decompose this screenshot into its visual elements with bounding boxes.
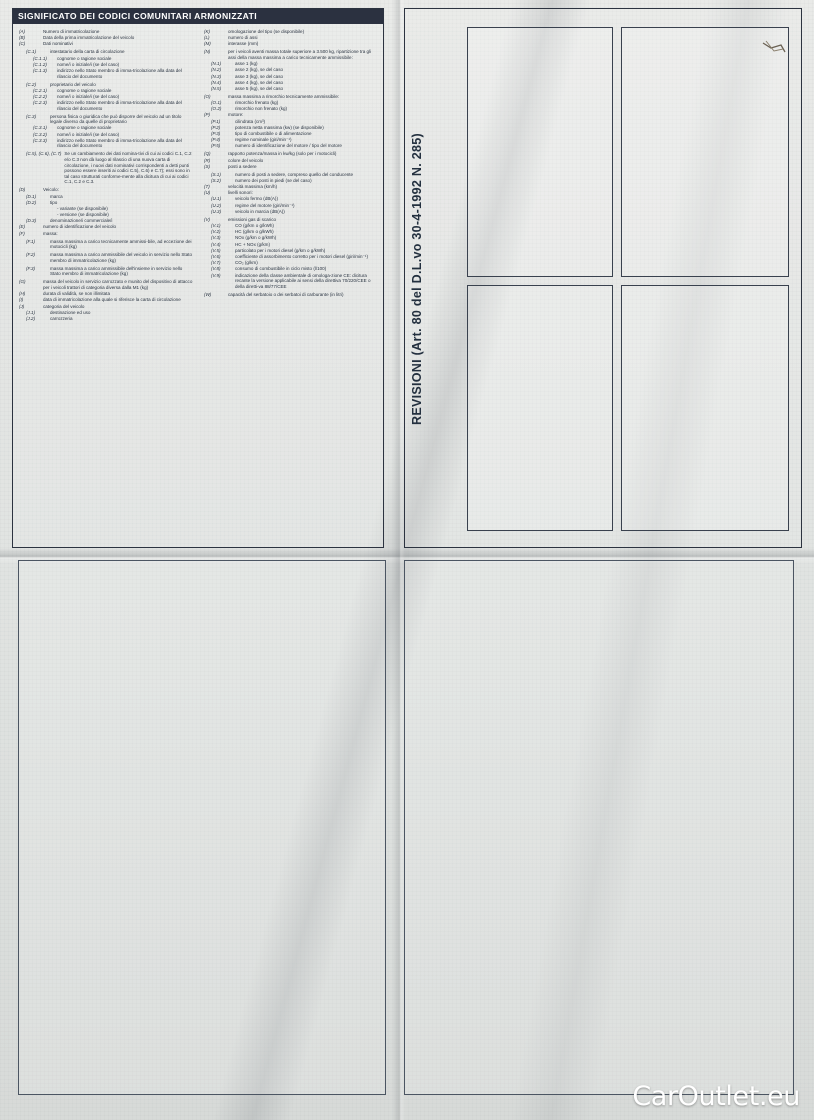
- code-label: (D.1): [26, 193, 37, 199]
- code-label: (N.3): [211, 73, 222, 79]
- code-label: (J): [19, 303, 25, 309]
- code-description: per i veicoli aventi massa totale superiore a 3.500 kg, ripartizione tra gli assi della massa massima a carico tecnicamente ammissibile:: [228, 49, 372, 60]
- code-entry: [17, 187, 194, 193]
- code-label: (B): [19, 35, 26, 41]
- code-label: (F.3): [26, 265, 36, 271]
- code-entry: [17, 297, 194, 303]
- code-description: intestatario della carta di circolazione: [50, 49, 125, 55]
- code-description: asse 5 (kg), se del caso: [235, 85, 284, 91]
- code-label: (P.3): [211, 131, 221, 136]
- code-description: numero di posti a sedere, compreso quello del conducente: [235, 171, 354, 177]
- page-title: SIGNIFICATO DEI CODICI COMUNITARI ARMONIZZATI: [13, 9, 383, 24]
- code-description: HC + NOx (g/km): [235, 241, 270, 247]
- code-description: veicolo in marcia (dB(A)): [235, 208, 285, 214]
- harmonised-codes-panel: [12, 8, 384, 548]
- code-entry: [17, 100, 194, 111]
- code-description: cognome o ragione sociale: [57, 55, 112, 61]
- code-description: HC (g/km o g/kWh): [235, 229, 274, 235]
- code-entry: [17, 266, 194, 277]
- code-entry: [17, 206, 194, 212]
- code-description: NOx (g/km o g/kWh): [235, 235, 277, 241]
- code-entry: [202, 196, 379, 202]
- code-label: (O): [204, 93, 211, 99]
- code-entry: [17, 125, 194, 131]
- code-label: (U.3): [211, 208, 222, 214]
- code-description: massa:: [43, 230, 58, 236]
- code-entry: [17, 94, 194, 100]
- code-entry: [202, 137, 379, 143]
- code-label: (C.5), (C.6), (C.7): [26, 151, 62, 157]
- code-entry: [17, 200, 194, 206]
- code-entry: [202, 164, 379, 170]
- code-entry: [17, 310, 194, 316]
- code-entry: [17, 41, 194, 47]
- code-description: livelli sonori:: [228, 190, 253, 196]
- code-description: numero di identificazione del veicolo: [43, 224, 117, 230]
- code-description: regime nominale (giri/min⁻¹): [235, 137, 292, 143]
- code-description: nome/i o iniziale/i (se del caso): [57, 131, 120, 137]
- code-description: rimorchio frenato (kg): [235, 100, 279, 106]
- code-description: indirizzo nello Stato membro di imma-tricolazione alla data del rilascio del documento: [57, 67, 182, 79]
- code-entry: [202, 125, 379, 131]
- code-label: (D.2): [26, 199, 37, 205]
- code-description: particolato per i motori diesel (g/km o g/kWh): [235, 247, 326, 253]
- code-label: (I): [19, 297, 24, 303]
- code-label: (J.1): [26, 309, 36, 315]
- bottom-right-panel: [404, 560, 794, 1095]
- code-label: (V.2): [211, 229, 221, 235]
- code-entry: [202, 292, 379, 298]
- code-label: (U.1): [211, 196, 222, 202]
- code-entry: [17, 231, 194, 237]
- code-label: (V.7): [211, 260, 221, 266]
- code-description: Dati nominativi: [43, 41, 73, 47]
- code-description: massa del veicolo in servizio carrozzato e munito del dispositivo di attacco per i veicoli trattori di categoria diversa dalla M1 (kg): [43, 279, 193, 290]
- code-description: carrozzeria: [50, 315, 73, 321]
- code-entry: [17, 35, 194, 41]
- codes-columns: [13, 26, 383, 546]
- code-entry: [202, 254, 379, 260]
- code-description: capacità del serbatoio o dei serbatoi di carburante (in litri): [228, 291, 344, 297]
- code-entry: [202, 184, 379, 190]
- code-label: (S.1): [211, 171, 221, 177]
- code-label: (C.3.3): [33, 137, 47, 143]
- code-description: asse 4 (kg), se del caso: [235, 79, 284, 85]
- code-entry: [202, 119, 379, 125]
- code-label: (H): [19, 291, 26, 297]
- code-entry: [17, 82, 194, 88]
- code-entry: [17, 218, 194, 224]
- code-description: posti a sedere: [228, 163, 257, 169]
- code-entry: [17, 29, 194, 35]
- code-description: indirizzo nello Stato membro di imma-tricolazione alla data del rilascio del documento: [57, 137, 182, 149]
- code-label: (C.2): [26, 81, 37, 87]
- code-description: indicazione della classe ambientale di omologa-zione CE: dicitura recante la versione applicabile ai sensi della direttiva 70/220/CEE o della diretti-va 88/77/CEE: [235, 272, 371, 289]
- code-label: (S): [204, 163, 211, 169]
- code-label: (K): [204, 29, 211, 34]
- code-description: interasse (mm): [228, 41, 259, 47]
- code-label: (T): [204, 184, 210, 190]
- code-description: tipo di combustibile o di alimentazione: [235, 131, 312, 136]
- code-label: (C): [19, 41, 26, 47]
- code-entry: [17, 239, 194, 250]
- code-label: (P.4): [211, 137, 221, 143]
- code-description: veicolo fermo (dB(A)): [235, 196, 278, 202]
- code-description: coefficiente di assorbimento corretto per i motori diesel (giri/min⁻¹): [235, 253, 368, 259]
- code-description: proprietario del veicolo: [50, 81, 96, 87]
- code-description: persona fisica o giuridica che può disporre del veicolo ad un titolo legale diverso da quelle di proprietario: [50, 113, 182, 125]
- code-label: [17, 212, 57, 218]
- code-label: (N.4): [211, 79, 222, 85]
- code-description: cilindrata (cm³): [235, 118, 266, 124]
- code-label: (O.2): [211, 106, 222, 112]
- code-label: (P.5): [211, 143, 221, 149]
- code-label: (C.1.2): [33, 61, 47, 67]
- revision-box-1[interactable]: [467, 27, 613, 277]
- code-description: Se un cambiamento dei dati nomina-tivi di cui ai codici C.1, C.2 e/o C.3 non dà luogo al rilascio di una nuova carta di circolazione, i nuovi dati nominativi corrispondenti a detti punti possono essere inseriti ai codici C.5), C.6) e C.7); essi sono in tal caso strutturati conforme-mente alla dicitura di cui ai codici C.1, C.2 e C.3.: [64, 151, 192, 185]
- code-description: marca: [50, 193, 63, 199]
- code-label: (A): [19, 29, 26, 34]
- code-entry: [17, 212, 194, 218]
- code-entry: [17, 252, 194, 263]
- code-entry: [202, 190, 379, 196]
- code-description: - versione (se disponibile): [57, 212, 109, 218]
- codes-column-right: [198, 26, 383, 546]
- code-description: numero di identificazione del motore / tipo del motore: [235, 143, 342, 149]
- code-label: (N.5): [211, 85, 222, 91]
- code-entry: [202, 100, 379, 106]
- code-label: (V.9): [211, 272, 221, 278]
- code-label: (U.2): [211, 202, 222, 208]
- code-label: (C.3): [26, 113, 37, 119]
- code-entry: [202, 242, 379, 248]
- revision-box-4[interactable]: [621, 285, 789, 531]
- code-entry: [17, 56, 194, 62]
- code-entry: [202, 29, 379, 35]
- code-description: rimorchio non frenato (kg): [235, 106, 288, 112]
- code-description: rapporto potenza/massa in kw/kg (solo per i motocicli): [228, 151, 337, 157]
- code-description: consumo di combustibile in ciclo misto (l/100): [235, 266, 327, 272]
- code-label: (V.5): [211, 247, 221, 253]
- code-entry: [202, 217, 379, 223]
- watermark: [632, 1081, 800, 1112]
- code-description: cognome o ragione sociale: [57, 125, 112, 131]
- code-entry: [202, 223, 379, 229]
- code-label: (V): [204, 216, 211, 222]
- code-entry: [202, 178, 379, 184]
- code-description: colore del veicolo: [228, 157, 264, 163]
- code-entry: [202, 131, 379, 137]
- code-entry: [202, 172, 379, 178]
- code-entry: [202, 112, 379, 118]
- code-label: (C.1.1): [33, 55, 47, 61]
- code-description: categoria del veicolo: [43, 303, 85, 309]
- code-description: tipo: [50, 199, 58, 205]
- code-entry: [202, 74, 379, 80]
- code-label: (P.1): [211, 118, 221, 124]
- code-description: durata di validità, se non illimitata: [43, 291, 110, 297]
- code-entry: [202, 235, 379, 241]
- code-label: (E): [19, 224, 26, 230]
- code-label: (C.2.1): [33, 87, 47, 93]
- code-description: cognome o ragione sociale: [57, 87, 112, 93]
- code-label: (V.3): [211, 235, 221, 241]
- code-description: Veicolo:: [43, 187, 59, 193]
- code-entry: [17, 62, 194, 68]
- revision-box-3[interactable]: [467, 285, 613, 531]
- code-description: numero dei posti in piedi (se del caso): [235, 177, 312, 183]
- code-label: (O.1): [211, 100, 222, 106]
- code-entry: [202, 61, 379, 67]
- code-label: (C.1.3): [33, 67, 47, 73]
- code-description: omologazione del tipo (se disponibile): [228, 29, 305, 34]
- code-label: (L): [204, 35, 210, 41]
- code-label: [17, 206, 57, 212]
- code-description: Numero di immatricolazione: [43, 29, 100, 34]
- code-description: denominazione/i commerciale/i: [50, 218, 113, 224]
- code-label: (V.6): [211, 253, 221, 259]
- revisions-panel: [404, 8, 802, 548]
- bottom-left-panel: [18, 560, 386, 1095]
- code-label: (S.2): [211, 177, 221, 183]
- code-label: (F): [19, 230, 25, 236]
- code-label: (C.2.2): [33, 93, 47, 99]
- code-description: CO₂ (g/km): [235, 260, 258, 266]
- code-label: (N): [204, 49, 211, 55]
- code-entry: [17, 68, 194, 79]
- code-entry: [202, 151, 379, 157]
- code-entry: [17, 224, 194, 230]
- code-entry: [17, 279, 194, 290]
- code-entry: [202, 35, 379, 41]
- code-entry: [202, 158, 379, 164]
- code-label: (U): [204, 190, 211, 196]
- code-entry: [17, 138, 194, 149]
- code-entry: [202, 41, 379, 47]
- code-entry: [17, 151, 194, 185]
- code-label: (R): [204, 157, 211, 163]
- code-label: (J.2): [26, 315, 36, 321]
- code-description: emissioni gas di scarico: [228, 216, 277, 222]
- code-label: (M): [204, 41, 211, 47]
- code-description: massa massima a carico tecnicamente ammissi-bile, ad eccezione dei motocicli (kg): [50, 238, 192, 250]
- code-label: (P): [204, 112, 211, 118]
- code-entry: [17, 88, 194, 94]
- code-entry: [202, 80, 379, 86]
- code-label: (P.2): [211, 124, 221, 130]
- code-label: (Q): [204, 151, 211, 157]
- code-label: (F.1): [26, 238, 36, 244]
- code-description: indirizzo nello Stato membro di imma-tricolazione alla data del rilascio del documento: [57, 100, 182, 111]
- code-label: (G): [19, 279, 26, 285]
- code-label: (V.1): [211, 223, 221, 229]
- code-entry: [17, 304, 194, 310]
- code-description: asse 2 (kg), se del caso: [235, 67, 284, 73]
- code-entry: [202, 106, 379, 112]
- code-description: numero di assi: [228, 35, 258, 41]
- code-entry: [202, 209, 379, 215]
- code-description: asse 1 (kg): [235, 61, 258, 67]
- code-label: (F.2): [26, 252, 36, 258]
- code-label: (D.3): [26, 218, 37, 224]
- code-entry: [202, 248, 379, 254]
- code-label: (C.3.1): [33, 125, 47, 131]
- code-entry: [17, 291, 194, 297]
- revisions-label: REVISIONI (Art. 80 del D.L.vo 30-4-1992 N. 285): [410, 133, 424, 425]
- code-label: (N.1): [211, 61, 222, 67]
- code-description: Data della prima immatricolazione del veicolo: [43, 35, 135, 41]
- watermark-text: CarOutlet.eu: [632, 1081, 800, 1112]
- code-entry: [202, 67, 379, 73]
- codes-column-left: [13, 26, 198, 546]
- code-entry: [17, 132, 194, 138]
- code-label: (C.3.2): [33, 131, 47, 137]
- code-description: destinazione ed uso: [50, 309, 91, 315]
- code-description: potenza netta massima (kw) (se disponibile): [235, 124, 324, 130]
- code-description: nome/i o iniziale/i (se del caso): [57, 93, 120, 99]
- code-entry: [202, 203, 379, 209]
- code-description: velocità massima (km/h): [228, 184, 278, 190]
- code-entry: [202, 273, 379, 290]
- code-description: massa massima a carico ammissibile dell'insieme in servizio nello Stato membro di immatricolazione (kg): [50, 265, 183, 277]
- code-description: asse 3 (kg), se del caso: [235, 73, 284, 79]
- code-entry: [202, 94, 379, 100]
- code-entry: [202, 260, 379, 266]
- code-label: (V.4): [211, 241, 221, 247]
- code-entry: [17, 49, 194, 55]
- code-description: massa massima a rimorchio tecnicamente ammissibile:: [228, 93, 340, 99]
- code-entry: [17, 194, 194, 200]
- code-entry: [202, 49, 379, 60]
- code-description: CO (g/km o g/kWh): [235, 223, 274, 229]
- code-label: (D): [19, 187, 26, 193]
- code-label: (V.8): [211, 266, 221, 272]
- code-entry: [202, 229, 379, 235]
- code-entry: [202, 143, 379, 149]
- code-description: - variante (se disponibile): [57, 205, 108, 211]
- code-description: nome/i o iniziale/i (se del caso): [57, 61, 120, 67]
- code-label: (C.1): [26, 49, 37, 55]
- code-label: (N.2): [211, 67, 222, 73]
- revision-box-2[interactable]: [621, 27, 789, 277]
- code-description: data di immatricolazione alla quale si riferisce la carta di circolazione: [43, 297, 181, 303]
- code-description: motore:: [228, 112, 244, 118]
- code-entry: [202, 86, 379, 92]
- code-entry: [17, 316, 194, 322]
- code-entry: [202, 266, 379, 272]
- code-description: regime del motore (giri/min⁻¹): [235, 202, 295, 208]
- code-entry: [17, 114, 194, 125]
- code-label: (C.2.3): [33, 100, 47, 106]
- code-label: (W): [204, 291, 212, 297]
- code-description: massa massima a carico ammissibile del veicolo in servizio nello Stato membro di immatricolazione (kg): [50, 252, 193, 263]
